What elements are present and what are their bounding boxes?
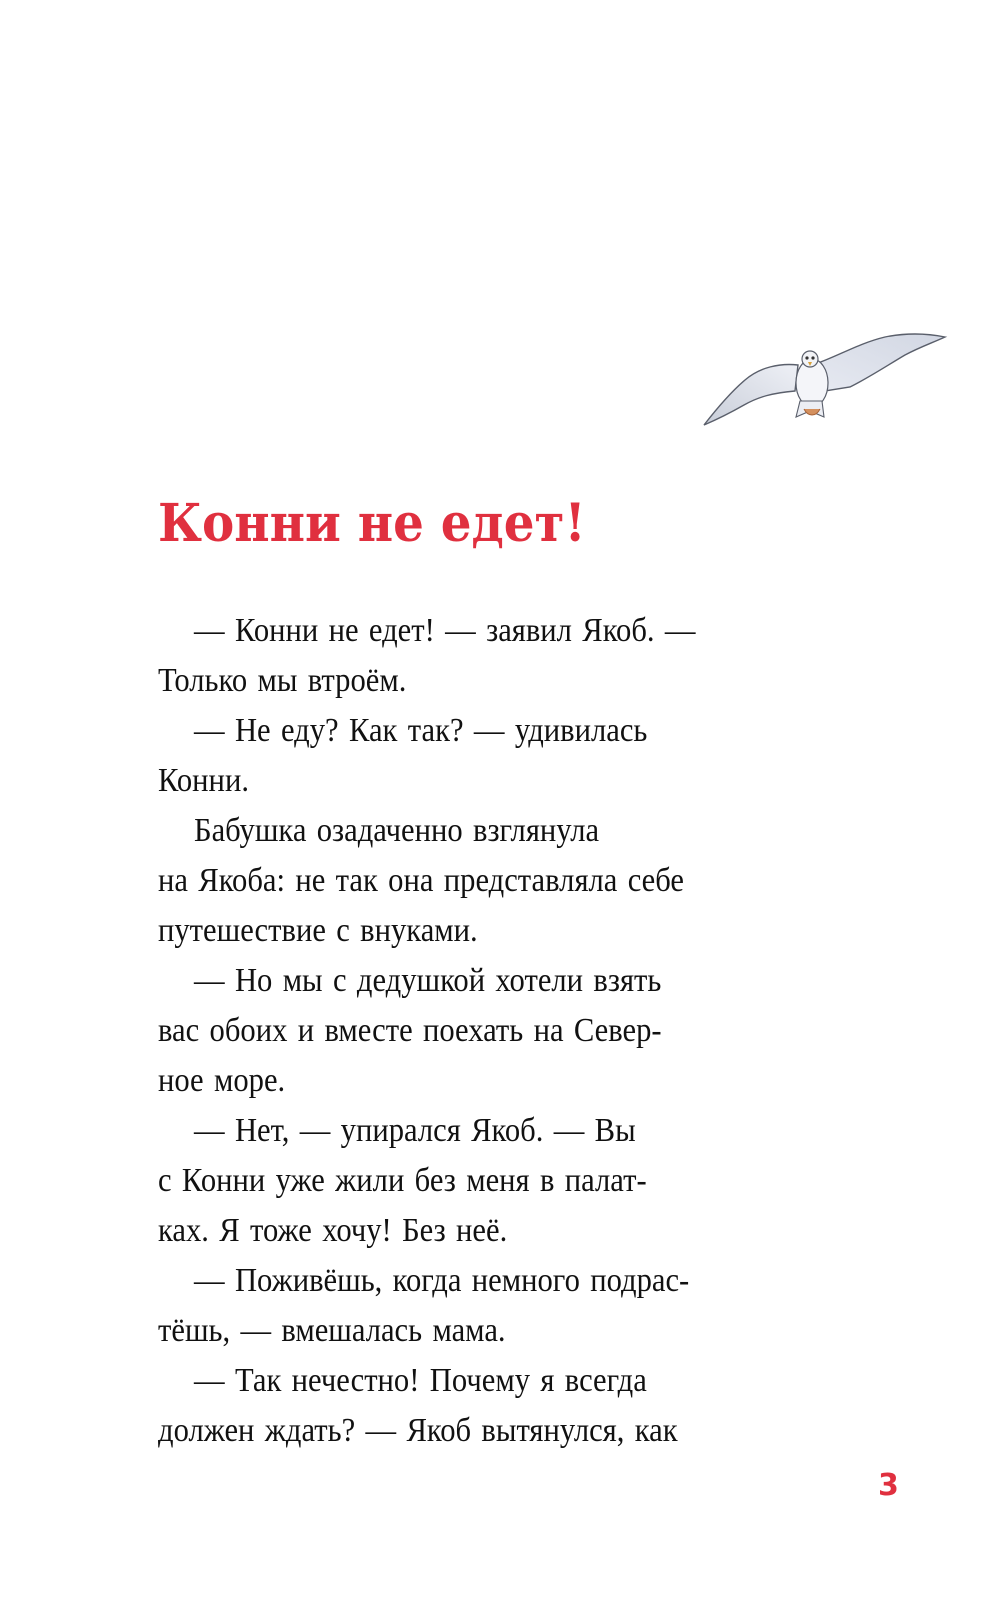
text-line: на Якоба: не так она представляла себе (158, 862, 685, 899)
text-line: Только мы втроём. (158, 662, 407, 699)
text-line: Бабушка озадаченно взглянула (194, 812, 600, 849)
seagull-illustration (700, 325, 950, 435)
text-line: ное море. (158, 1062, 286, 1099)
text-line: ках. Я тоже хочу! Без неё. (158, 1212, 508, 1249)
chapter-title: Конни не едет! (158, 493, 586, 554)
page-number: 3 (878, 1468, 899, 1503)
text-line: — Не еду? Как так? — удивилась (194, 712, 648, 749)
text-line: Конни. (158, 762, 249, 799)
text-line: — Так нечестно! Почему я всегда (194, 1362, 647, 1399)
text-line: — Конни не едет! — заявил Якоб. — (194, 612, 696, 649)
text-line: вас обоих и вместе поехать на Север- (158, 1012, 662, 1049)
text-line: путешествие с внуками. (158, 912, 478, 949)
text-line: — Но мы с дедушкой хотели взять (194, 962, 662, 999)
text-line: — Нет, — упирался Якоб. — Вы (194, 1112, 636, 1149)
body-text (158, 606, 878, 1456)
text-line: должен ждать? — Якоб вытянулся, как (158, 1412, 678, 1449)
text-line: — Поживёшь, когда немного подрас- (194, 1262, 690, 1299)
text-line: тёшь, — вмешалась мама. (158, 1312, 506, 1349)
text-line: с Конни уже жили без меня в палат- (158, 1162, 647, 1199)
